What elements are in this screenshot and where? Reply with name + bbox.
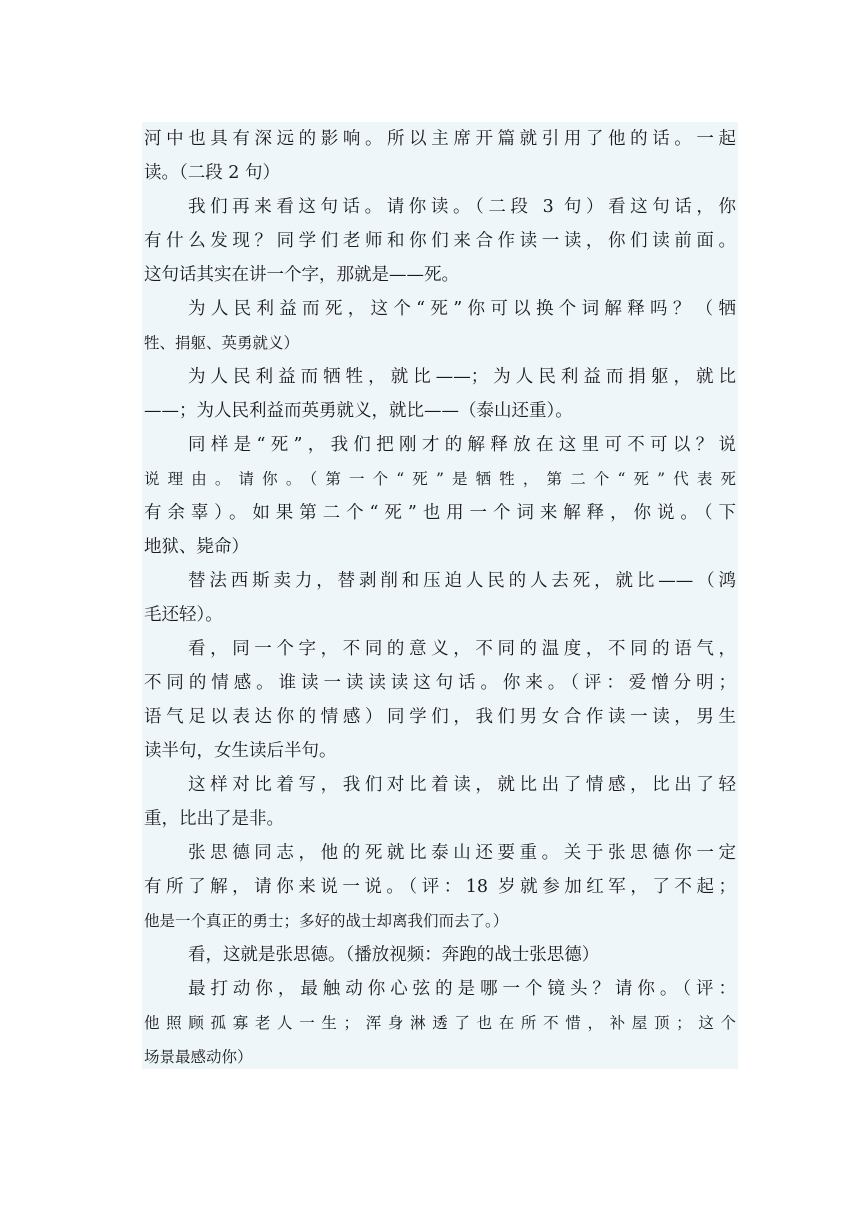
text-line-6: 为人民利益而死，这个“死”你可以换个词解释吗？（牺 <box>188 299 736 319</box>
text-line-11: 说理由。请你。（第一个“死”是牺牲，第二个“死”代表死 <box>144 470 736 488</box>
text-line-27: 他照顾孤寡老人一生；浑身淋透了也在所不惜，补屋顶；这个 <box>144 1014 736 1032</box>
text-line-25: 看，这就是张思德。（播放视频：奔跑的战士张思德） <box>188 945 600 965</box>
text-line-2: 读。（二段 2 句） <box>144 163 281 183</box>
text-line-7: 牲、捐躯、英勇就义） <box>144 334 300 352</box>
text-line-10: 同样是“死”，我们把刚才的解释放在这里可不可以？说 <box>188 435 736 455</box>
text-line-28: 场景最感动你） <box>144 1048 253 1066</box>
text-line-19: 读半句，女生读后半句。 <box>144 741 337 761</box>
text-line-23: 有所了解，请你来说一说。（评：18 岁就参加红军，了不起； <box>144 877 736 897</box>
text-line-4: 有什么发现？同学们老师和你们来合作读一读，你们读前面。 <box>144 231 736 251</box>
text-line-21: 重，比出了是非。 <box>144 809 284 829</box>
text-line-5: 这句话其实在讲一个字，那就是——死。 <box>144 265 459 285</box>
text-line-1: 河中也具有深远的影响。所以主席开篇就引用了他的话。一起 <box>144 129 736 149</box>
text-line-9: ——；为人民利益而英勇就义，就比——（泰山还重）。 <box>144 401 573 421</box>
text-line-22: 张思德同志，他的死就比泰山还要重。关于张思德你一定 <box>188 843 736 863</box>
text-line-20: 这样对比着写，我们对比着读，就比出了情感，比出了轻 <box>188 775 736 795</box>
text-line-24: 他是一个真正的勇士；多好的战士却离我们而去了。） <box>144 912 509 930</box>
text-line-26: 最打动你，最触动你心弦的是哪一个镜头？请你。（评： <box>188 979 736 999</box>
lesson-transcript-text <box>142 122 738 1069</box>
text-line-13: 地狱、毙命） <box>144 537 249 557</box>
text-line-12: 有余辜）。如果第二个“死”也用一个词来解释，你说。（下 <box>144 503 736 523</box>
text-line-18: 语气足以表达你的情感）同学们，我们男女合作读一读，男生 <box>144 707 736 727</box>
text-line-17: 不同的情感。谁读一读读读这句话。你来。（评：爱憎分明； <box>144 673 736 693</box>
text-line-16: 看，同一个字，不同的意义，不同的温度，不同的语气， <box>188 639 736 659</box>
text-line-3: 我们再来看这句话。请你读。（二段 3 句）看这句话，你 <box>188 197 736 217</box>
text-line-15: 毛还轻）。 <box>144 605 223 625</box>
text-line-8: 为人民利益而牺牲，就比——；为人民利益而捐躯，就比 <box>188 367 736 387</box>
text-line-14: 替法西斯卖力，替剥削和压迫人民的人去死，就比——（鸿 <box>188 571 736 591</box>
